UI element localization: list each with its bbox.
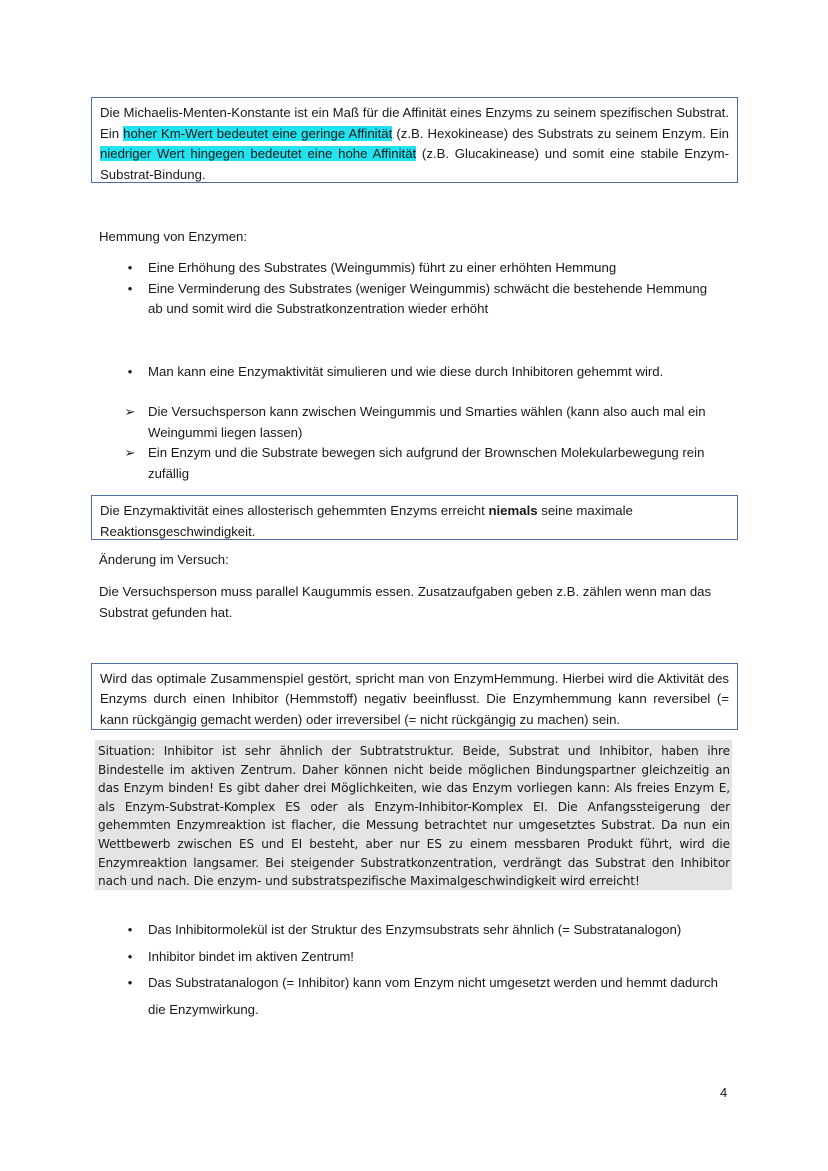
list-item: • Das Substratanalogon (= Inhibitor) kann vom Enzym nicht umgesetzt werden und hemmt dadurch die Enzymwirkung. bbox=[99, 970, 719, 1023]
highlight-high-km: hoher Km-Wert bedeutet eine geringe Affinität bbox=[123, 125, 393, 141]
box3-text: Wird das optimale Zusammenspiel gestört, spricht man von EnzymHemmung. Hierbei wird die Aktivität des Enzyms durch einen Inhibitor (Hemmstoff) negativ beeinflusst. Die Enzymhemmung kann reversibel (= kann rückgängig gemacht werden) oder irreversibel (= nicht rückgängig zu machen) sein. bbox=[100, 671, 729, 727]
page-number: 4 bbox=[720, 1085, 728, 1100]
bullet-icon: • bbox=[127, 260, 133, 275]
list-item: • Inhibitor bindet im aktiven Zentrum! bbox=[99, 944, 719, 971]
change-heading: Änderung im Versuch: bbox=[99, 552, 229, 567]
situation-block bbox=[95, 740, 732, 890]
list-item: • Eine Erhöhung des Substrates (Weingummis) führt zu einer erhöhten Hemmung bbox=[99, 258, 719, 279]
allosteric-box bbox=[91, 495, 738, 540]
list-item: ➢ Ein Enzym und die Substrate bewegen sich aufgrund der Brownschen Molekularbewegung rein zufällig bbox=[124, 445, 705, 481]
arrow-bullet-icon: ➢ bbox=[124, 404, 136, 419]
highlight-low-km: niedriger Wert hingegen bedeutet eine hohe Affinität bbox=[100, 146, 417, 161]
list-item: • Das Inhibitormolekül ist der Struktur des Enzymsubstrats sehr ähnlich (= Substratanalogon) bbox=[99, 917, 719, 944]
bullet-icon: • bbox=[127, 922, 133, 937]
simulation-bullet-list bbox=[99, 362, 739, 383]
change-text: Die Versuchsperson muss parallel Kaugummis essen. Zusatzaufgaben geben z.B. zählen wenn man das Substrat gefunden hat. bbox=[99, 584, 712, 620]
arrow-bullet-icon: ➢ bbox=[124, 445, 136, 460]
list-item: ➢ Die Versuchsperson kann zwischen Weingummis und Smarties wählen (kann also auch mal ein Weingummi liegen lassen) bbox=[124, 404, 706, 440]
enzyme-inhibition-box bbox=[91, 663, 738, 730]
box1-text-pre: Die Michaelis-Menten-Konstante ist ein Maß für die Affinität eines Enzyms zu seinem spezifischen Substrat. Ein bbox=[100, 105, 729, 141]
box2-text-pre: Die Enzymaktivität eines allosterisch gehemmten Enzyms erreicht bbox=[100, 503, 489, 518]
box1-text-post: (z.B. Glucakinease) und somit eine stabile Enzym-Substrat-Bindung. bbox=[100, 146, 729, 182]
inhibitor-bullet-list bbox=[99, 917, 719, 1023]
bullet-icon: • bbox=[127, 948, 133, 964]
box1-text-mid: (z.B. Hexokinease) des Substrats zu seinem Enzym. Ein bbox=[392, 125, 729, 141]
substrate-bullet-list bbox=[99, 258, 719, 320]
box2-text-post: seine maximale Reaktionsgeschwindigkeit. bbox=[100, 503, 633, 539]
bullet-icon: • bbox=[127, 975, 133, 990]
list-item: • Eine Verminderung des Substrates (weniger Weingummis) schwächt die bestehende Hemmung ab und somit wird die Substratkonzentration wieder erhöht bbox=[99, 279, 719, 320]
michaelis-menten-box bbox=[91, 97, 738, 183]
section-heading-hemmung: Hemmung von Enzymen: bbox=[99, 229, 248, 244]
situation-text: Situation: Inhibitor ist sehr ähnlich der Subtratstruktur. Beide, Substrat und Inhibitor, haben ihre Bindestelle im aktiven Zentrum. Daher können nicht beide möglichen Bindungspartner gleichzeitig an das Enzym binden! Es gibt daher drei Möglichkeiten, wie das Enzym vorliegen kann: Als freies Enzym E, als Enzym-Substrat-Komplex ES oder als Enzym-Inhibitor-Komplex EI. Die Anfangssteigerung der gehemmten Enzymreaktion ist flacher, die Messung betrachtet nur umgesetztes Substrat. Da nun ein Wettbewerb zwischen ES und EI besteht, aber nur ES zu einem messbaren Produkt führt, wird die Enzymreaktion langsamer. Bei steigender Substratkonzentration, verdrängt das Substrat den Inhibitor nach und nach. Die enzym- und substratspezifische Maximalgeschwindigkeit wird erreicht! bbox=[98, 744, 730, 889]
arrow-bullet-list bbox=[99, 402, 719, 484]
bullet-icon: • bbox=[127, 364, 133, 379]
bullet-icon: • bbox=[127, 280, 133, 296]
list-item: • Man kann eine Enzymaktivität simulieren und wie diese durch Inhibitoren gehemmt wird. bbox=[99, 362, 739, 383]
box2-bold-word: niemals bbox=[488, 503, 538, 518]
